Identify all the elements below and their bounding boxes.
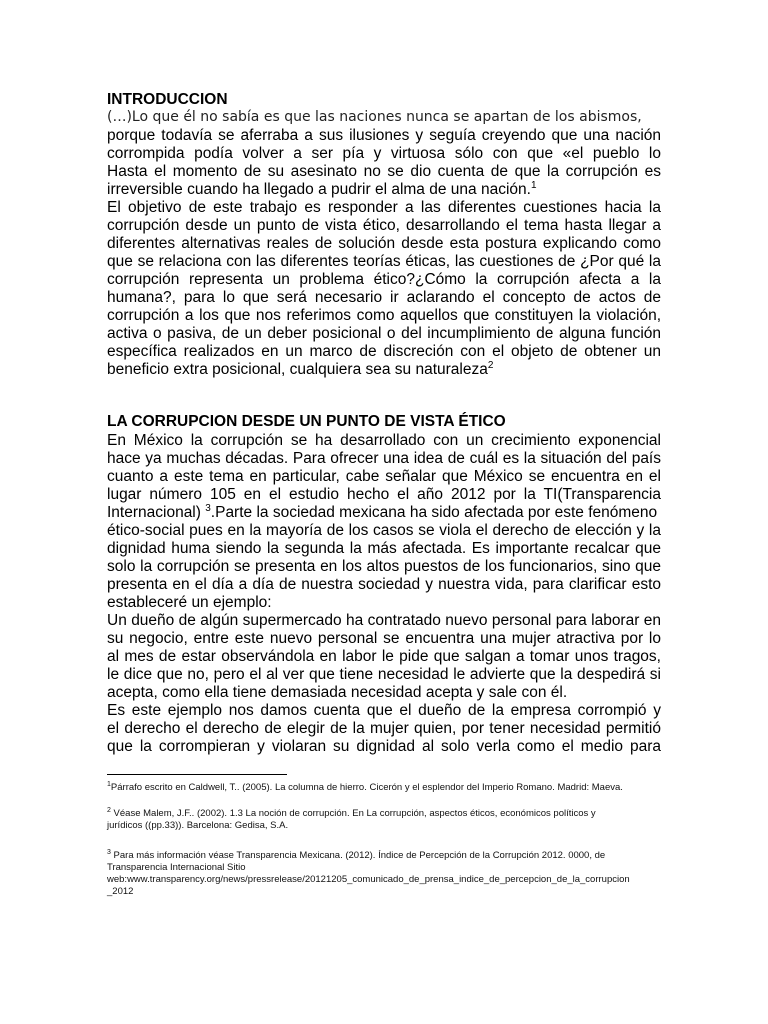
intro-quote-line: (…)Lo que él no sabía es que las naciones nunca se apartan de los abismos, — [107, 109, 642, 125]
footnote-2 — [107, 808, 667, 820]
intro-heading: INTRODUCCION — [107, 91, 228, 108]
footnote-3-text: Para más información véase Transparencia Mexicana. (2012). Índice de Percepción de la Corrupción 2012. 0000, de — [110, 850, 606, 861]
footnote-1-text: Párrafo escrito en Caldwell, T.. (2005). La columna de hierro. Cicerón y el esplendor del Imperio Romano. Madrid: Maeva. — [110, 782, 623, 793]
section2-line-pre: Internacional) — [107, 504, 206, 521]
footnote-2-text: Véase Malem, J.F.. (2002). 1.3 La noción de corrupción. En La corrupción, aspectos éticos, económicos políticos y — [110, 808, 596, 819]
objective-line: diferentes alternativas reales de solución desde esta postura explicando como — [107, 235, 661, 252]
objective-line: que se relaciona con las diferentes teorías éticas, las cuestiones de ¿Por qué la — [107, 253, 661, 270]
section2-line: acepta, como ella tiene demasiada necesidad acepta y sale con él. — [107, 684, 568, 701]
footnote-2-cont: jurídicos ((pp.33)). Barcelona: Gedisa, S.A. — [107, 820, 289, 831]
footnote-3-url-end: _2012 — [107, 886, 134, 897]
section2-line: el derecho el derecho de elegir de la mujer quien, por tener necesidad permitió — [107, 720, 661, 737]
section2-line: hace ya muchas décadas. Para ofrecer una idea de cuál es la situación del país — [107, 450, 661, 467]
footnote-1 — [107, 782, 667, 794]
section2-line: lugar número 105 en el estudio hecho el año 2012 por la TI(Transparencia — [107, 486, 661, 503]
intro-line-last — [107, 181, 661, 199]
footnote-ref-1: 1 — [530, 180, 537, 191]
section2-line: ético-social pues en la mayoría de los casos se viola el derecho de elección y la — [107, 522, 661, 539]
section2-line-with-ref — [107, 504, 661, 522]
section2-line: Es este ejemplo nos damos cuenta que el dueño de la empresa corrompió y — [107, 702, 661, 719]
intro-line: porque todavía se aferraba a sus ilusiones y seguía creyendo que una nación — [107, 127, 661, 144]
footnote-3-cont: Transparencia Internacional Sitio — [107, 862, 246, 873]
section2-line: que la corrompieran y violaran su dignidad al solo verla como el medio para — [107, 738, 661, 755]
objective-line-text: beneficio extra posicional, cualquiera sea su naturaleza — [107, 361, 488, 378]
objective-line: activa o pasiva, de un deber posicional o del incumplimiento de alguna función — [107, 325, 661, 342]
section2-line: su negocio, entre este nuevo personal se encuentra una mujer atractiva por lo — [107, 630, 661, 647]
section2-line: solo la corrupción se presenta en los altos puestos de los funcionarios, sino que — [107, 558, 661, 575]
section2-line: Un dueño de algún supermercado ha contratado nuevo personal para laborar en — [107, 612, 661, 629]
intro-line: Hasta el momento de su asesinato no se dio cuenta de que la corrupción es — [107, 163, 661, 180]
objective-line: El objetivo de este trabajo es responder a las diferentes cuestiones hacia la — [107, 199, 661, 216]
objective-line: humana?, para lo que será necesario ir aclarando el concepto de actos de — [107, 289, 661, 306]
footnote-3-url: web:www.transparency.org/news/pressrelease/20121205_comunicado_de_prensa_indice_de_percepcion_de_la_corrupcion — [107, 874, 630, 885]
footnote-2-number: 2 — [107, 807, 111, 814]
section2-line: En México la corrupción se ha desarrollado con un crecimiento exponencial — [107, 432, 661, 449]
objective-line: específica realizados en un marco de discreción con el objeto de obtener un — [107, 343, 661, 360]
section2-line: dignidad huma siendo la segunda la más afectada. Es importante recalcar que — [107, 540, 661, 557]
intro-line-text: irreversible cuando ha llegado a pudrir el alma de una nación. — [107, 181, 531, 198]
section2-line-post: .Parte la sociedad mexicana ha sido afectada por este fenómeno — [210, 504, 658, 521]
footnote-separator — [107, 774, 287, 775]
objective-line-last — [107, 361, 661, 379]
section2-heading: LA CORRUPCION DESDE UN PUNTO DE VISTA ÉTICO — [107, 413, 506, 430]
intro-line: corrompida podía volver a ser pía y virtuosa sólo con que «el pueblo lo — [107, 145, 661, 162]
footnote-1-number: 1 — [107, 781, 111, 788]
footnote-ref-2: 2 — [487, 360, 494, 371]
objective-line: corrupción representa un problema ético?¿Cómo la corrupción afecta a la — [107, 271, 661, 288]
footnote-3-number: 3 — [107, 849, 111, 856]
objective-line: corrupción desde un punto de vista ético, desarrollando el tema hasta llegar a — [107, 217, 661, 234]
section2-line: presenta en el día a día de nuestra sociedad y nuestra vida, para clarificar esto — [107, 576, 661, 593]
section2-line: le dice que no, pero el al ver que tiene necesidad le advierte que la despedirá si — [107, 666, 661, 683]
footnote-3 — [107, 850, 667, 862]
footnote-ref-3: 3 — [205, 503, 211, 514]
section2-line: cuanto a este tema en particular, cabe señalar que México se encuentra en el — [107, 468, 661, 485]
section2-line: estableceré un ejemplo: — [107, 594, 272, 611]
section2-line: al mes de estar observándola en labor le pide que salgan a tomar unos tragos, — [107, 648, 661, 665]
objective-line: corrupción a los que nos referimos como aquellos que constituyen la violación, — [107, 307, 661, 324]
